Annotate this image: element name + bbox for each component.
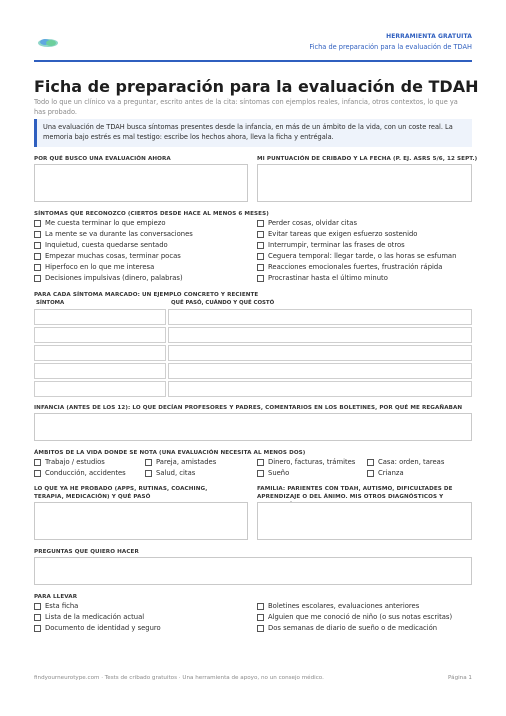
checkbox-icon (34, 470, 41, 477)
area-checkbox[interactable]: Pareja, amistades (145, 458, 216, 466)
symptom-checkbox[interactable]: Me cuesta terminar lo que empiezo (34, 219, 166, 227)
checkbox-icon (145, 459, 152, 466)
questions-field[interactable] (34, 557, 472, 585)
checkbox-icon (145, 470, 152, 477)
bring-checkbox[interactable]: Esta ficha (34, 602, 78, 610)
table-cell-detail[interactable] (168, 309, 472, 325)
childhood-label: INFANCIA (ANTES DE LOS 12): LO QUE DECÍAN PROFESORES Y PADRES, COMENTARIOS EN LOS BOLETINES, POR QUÉ ME REGAÑABAN (34, 405, 463, 411)
checkbox-icon (257, 220, 264, 227)
table-cell-symptom[interactable] (34, 381, 166, 397)
bring-label: PARA LLEVAR (34, 594, 78, 600)
symptom-checkbox[interactable]: Procrastinar hasta el último minuto (257, 274, 388, 282)
childhood-field[interactable] (34, 413, 472, 441)
table-cell-symptom[interactable] (34, 309, 166, 325)
bring-checkbox[interactable]: Documento de identidad y seguro (34, 624, 161, 632)
checkbox-icon (34, 625, 41, 632)
checkbox-icon (257, 459, 264, 466)
checkbox-icon (34, 603, 41, 610)
checkbox-icon (34, 459, 41, 466)
symptom-checkbox[interactable]: Perder cosas, olvidar citas (257, 219, 357, 227)
checkbox-icon (257, 231, 264, 238)
symptom-checkbox[interactable]: Inquietud, cuesta quedarse sentado (34, 241, 168, 249)
table-cell-detail[interactable] (168, 327, 472, 343)
area-checkbox[interactable]: Crianza (367, 469, 404, 477)
area-checkbox[interactable]: Casa: orden, tareas (367, 458, 444, 466)
symptom-checkbox[interactable]: Empezar muchas cosas, terminar pocas (34, 252, 181, 260)
checkbox-icon (257, 625, 264, 632)
bring-checkbox[interactable]: Boletines escolares, evaluaciones anteriores (257, 602, 419, 610)
area-checkbox[interactable]: Sueño (257, 469, 289, 477)
symptom-checkbox[interactable]: Evitar tareas que exigen esfuerzo sostenido (257, 230, 417, 238)
header-tag: HERRAMIENTA GRATUITA (386, 33, 472, 40)
area-checkbox[interactable]: Conducción, accidentes (34, 469, 126, 477)
page-number: Página 1 (448, 675, 472, 681)
examples-label: PARA CADA SÍNTOMA MARCADO: UN EJEMPLO CONCRETO Y RECIENTE (34, 292, 259, 298)
checkbox-icon (257, 603, 264, 610)
callout-note: Una evaluación de TDAH busca síntomas presentes desde la infancia, en más de un ámbito de la vida, con un coste real. La memoria bajo estrés es mal testigo: escribe los hechos ahora, lleva la ficha y entrégala. (34, 119, 472, 147)
checkbox-icon (34, 264, 41, 271)
checkbox-icon (257, 614, 264, 621)
table-cell-symptom[interactable] (34, 327, 166, 343)
table-cell-symptom[interactable] (34, 345, 166, 361)
questions-label: PREGUNTAS QUE QUIERO HACER (34, 549, 139, 555)
area-checkbox[interactable]: Dinero, facturas, trámites (257, 458, 355, 466)
checkbox-icon (34, 242, 41, 249)
area-checkbox[interactable]: Trabajo / estudios (34, 458, 105, 466)
checkbox-icon (34, 253, 41, 260)
family-field[interactable] (257, 502, 472, 540)
bring-checkbox[interactable]: Lista de la medicación actual (34, 613, 144, 621)
footer-note: findyourneurotype.com · Tests de cribado gratuitos · Una herramienta de apoyo, no un consejo médico. (34, 675, 324, 681)
checkbox-icon (367, 459, 374, 466)
area-checkbox[interactable]: Salud, citas (145, 469, 195, 477)
header-divider (34, 60, 472, 62)
symptoms-label: SÍNTOMAS QUE RECONOZCO (CIERTOS DESDE HACE AL MENOS 6 MESES) (34, 211, 269, 217)
score-label: MI PUNTUACIÓN DE CRIBADO Y LA FECHA (P. EJ. ASRS 5/6, 12 SEPT.) (257, 156, 478, 162)
symptom-checkbox[interactable]: Interrumpir, terminar las frases de otros (257, 241, 405, 249)
table-header-symptom: SÍNTOMA (36, 300, 65, 306)
checkbox-icon (257, 470, 264, 477)
bring-checkbox[interactable]: Alguien que me conoció de niño (o sus notas escritas) (257, 613, 452, 621)
checkbox-icon (34, 231, 41, 238)
bring-checkbox[interactable]: Dos semanas de diario de sueño o de medicación (257, 624, 437, 632)
tried-label: LO QUE YA HE PROBADO (APPS, RUTINAS, COACHING, TERAPIA, MEDICACIÓN) Y QUÉ PASÓ (34, 486, 208, 500)
score-field[interactable] (257, 164, 472, 202)
checkbox-icon (34, 614, 41, 621)
table-cell-detail[interactable] (168, 381, 472, 397)
why-label: POR QUÉ BUSCO UNA EVALUACIÓN AHORA (34, 156, 171, 162)
table-cell-symptom[interactable] (34, 363, 166, 379)
symptom-checkbox[interactable]: Decisiones impulsivas (dinero, palabras) (34, 274, 183, 282)
areas-label: ÁMBITOS DE LA VIDA DONDE SE NOTA (UNA EVALUACIÓN NECESITA AL MENOS DOS) (34, 450, 306, 456)
page-intro: Todo lo que un clínico va a preguntar, escrito antes de la cita: síntomas con ejemplos reales, infancia, otros contextos, lo que ya has probado. (34, 98, 458, 116)
header-subtitle: Ficha de preparación para la evaluación de TDAH (309, 43, 472, 51)
checkbox-icon (257, 264, 264, 271)
table-cell-detail[interactable] (168, 363, 472, 379)
checkbox-icon (34, 220, 41, 227)
checkbox-icon (34, 275, 41, 282)
checkbox-icon (257, 275, 264, 282)
checkbox-icon (257, 253, 264, 260)
why-field[interactable] (34, 164, 248, 202)
symptom-checkbox[interactable]: Reacciones emocionales fuertes, frustración rápida (257, 263, 442, 271)
tried-field[interactable] (34, 502, 248, 540)
brain-logo-icon (36, 38, 60, 48)
page-title: Ficha de preparación para la evaluación de TDAH (34, 77, 479, 96)
symptom-checkbox[interactable]: Hiperfoco en lo que me interesa (34, 263, 154, 271)
table-cell-detail[interactable] (168, 345, 472, 361)
symptom-checkbox[interactable]: La mente se va durante las conversaciones (34, 230, 193, 238)
symptom-checkbox[interactable]: Ceguera temporal: llegar tarde, o las horas se esfuman (257, 252, 456, 260)
family-label: FAMILIA: PARIENTES CON TDAH, AUTISMO, DIFICULTADES DE APRENDIZAJE O DEL ÁNIMO. MIS OTROS DIAGNÓSTICOS Y (257, 486, 453, 500)
checkbox-icon (367, 470, 374, 477)
checkbox-icon (257, 242, 264, 249)
table-header-detail: QUÉ PASÓ, CUÁNDO Y QUÉ COSTÓ (171, 300, 275, 306)
